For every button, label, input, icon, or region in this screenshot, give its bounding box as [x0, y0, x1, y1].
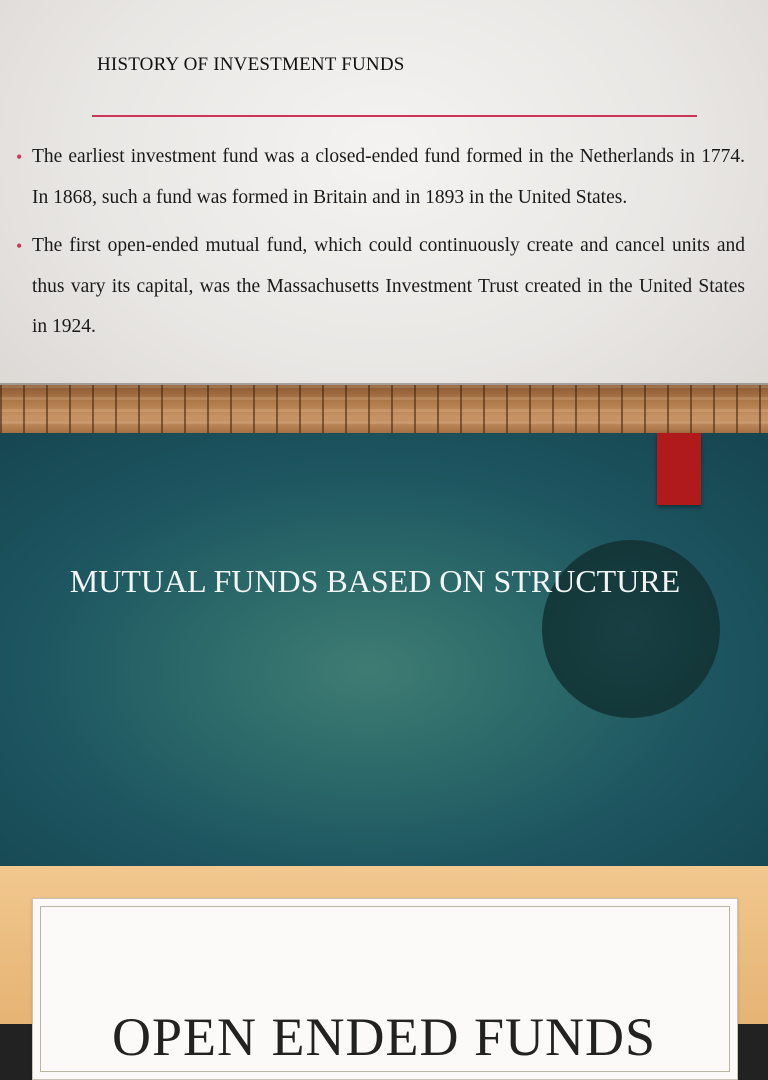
- bullet-icon: •: [16, 236, 23, 256]
- bullet-icon: •: [16, 147, 23, 167]
- bullet-text: The earliest investment fund was a closed-ended fund formed in the Netherlands in 1774. In 1868, such a fund was formed in Britain and in 1893 in the United States.: [32, 146, 745, 208]
- slide-history: [0, 0, 768, 433]
- bullet-item: [16, 226, 745, 348]
- section-title: MUTUAL FUNDS BASED ON STRUCTURE: [69, 563, 681, 599]
- bullet-text: The first open-ended mutual fund, which could continuously create and cancel units and thus vary its capital, was the Massachusetts Investment Trust created in the United States in 1924.: [32, 235, 745, 337]
- bullet-list: [16, 137, 745, 356]
- title-underline: [92, 115, 697, 117]
- slide-open-ended: [0, 866, 768, 1067]
- slide-title: HISTORY OF INVESTMENT FUNDS: [97, 54, 405, 75]
- card-title: OPEN ENDED FUNDS: [111, 1007, 657, 1067]
- slide-structure: [0, 433, 768, 866]
- bullet-item: [16, 137, 745, 218]
- wood-floor-decoration: [0, 385, 768, 433]
- red-tab-decoration: [657, 433, 701, 505]
